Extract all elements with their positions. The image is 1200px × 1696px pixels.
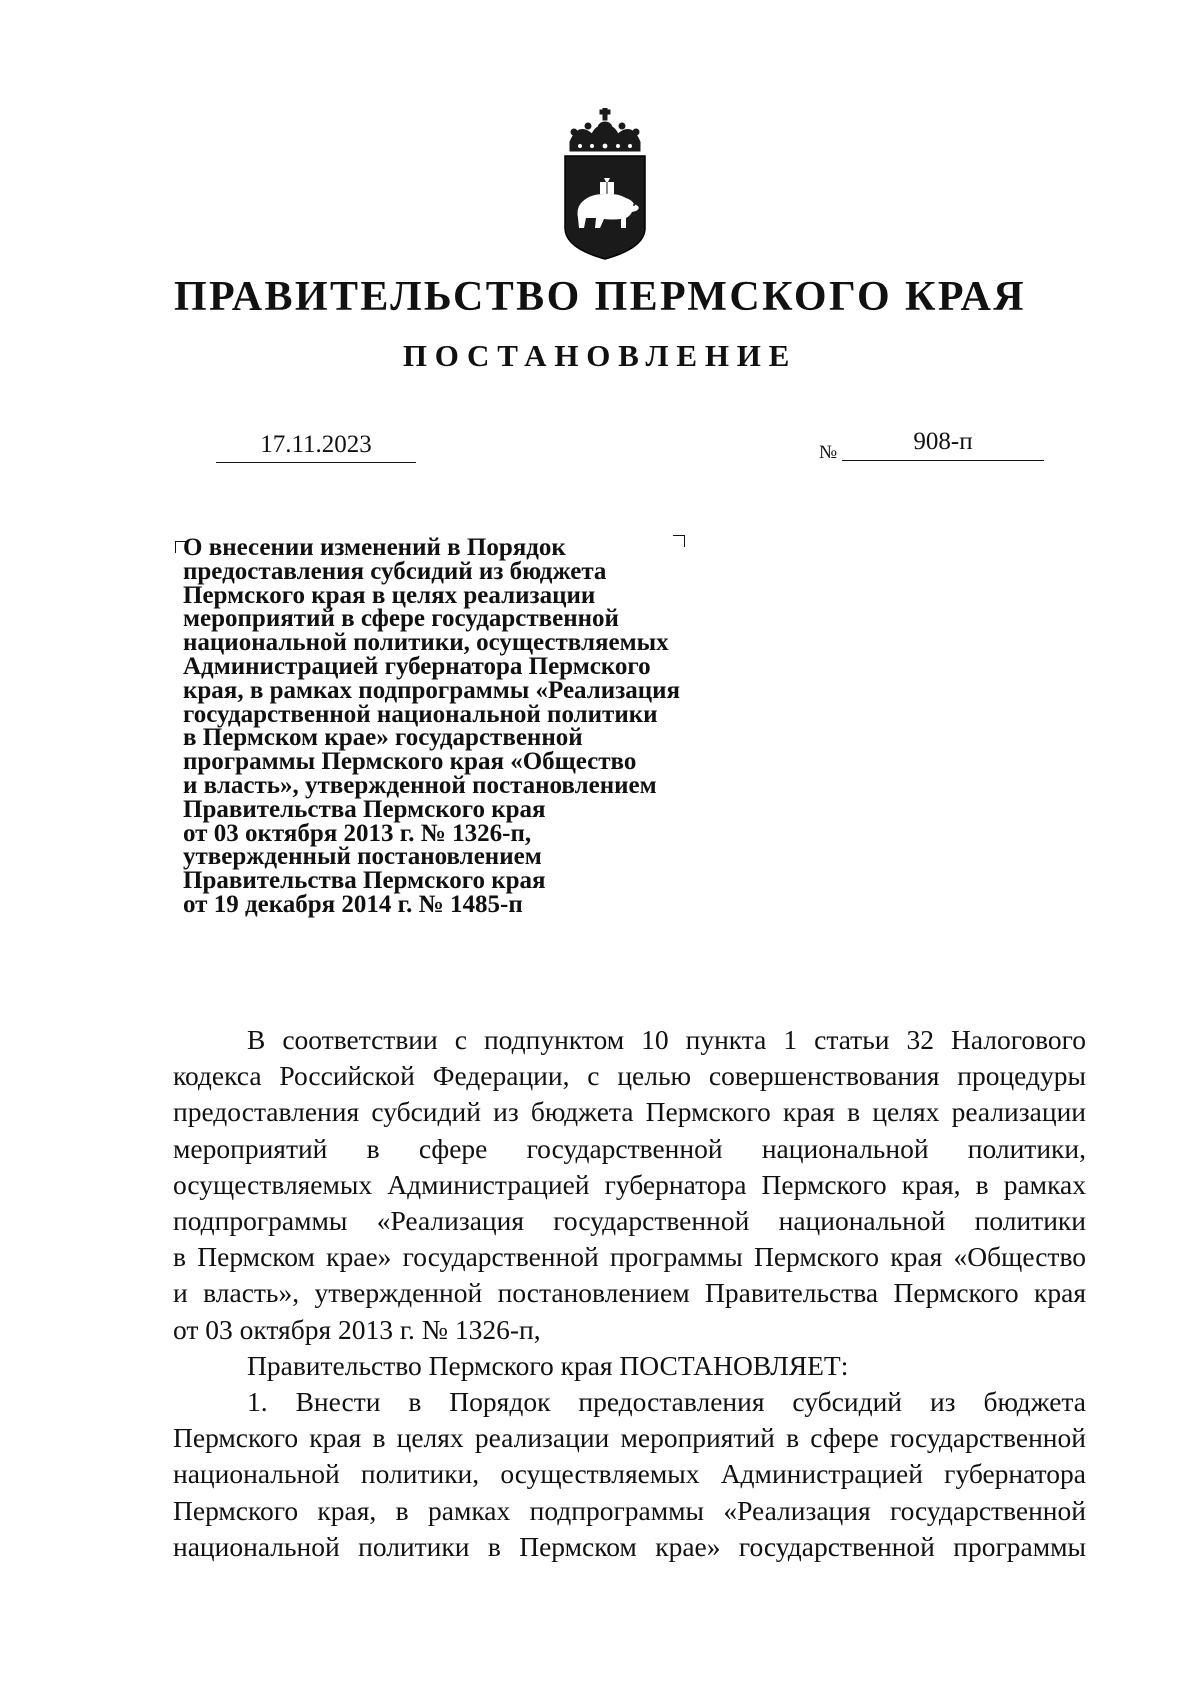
- subject-line: мероприятий в сфере государственной: [183, 605, 619, 633]
- subject-line: от 03 октября 2013 г. № 1326-п,: [183, 819, 532, 847]
- body-line: В соответствии с подпунктом 10 пункта 1 статьи 32 Налогового: [247, 1024, 1086, 1055]
- subject-line: края, в рамках подпрограммы «Реализация: [183, 676, 681, 704]
- body-line: национальной политики, осуществляемых Администрацией губернатора: [173, 1458, 1086, 1490]
- subject-line: Правительства Пермского края: [183, 795, 546, 823]
- subject-line: предоставления субсидий из бюджета: [183, 557, 607, 585]
- body-line: Пермского края, в рамках подпрограммы «Реализация государственной: [173, 1494, 1086, 1526]
- body-line: в Пермском крае» государственной программы Пермского края «Общество: [173, 1241, 1086, 1273]
- subject-line: утвержденный постановлением: [183, 843, 542, 871]
- body-line: Пермского края в целях реализации мероприятий в сфере государственной: [173, 1422, 1086, 1454]
- subject-line: государственной национальной политики: [183, 700, 658, 728]
- body-line: мероприятий в сфере государственной национальной политики,: [173, 1132, 1086, 1164]
- body-line: подпрограммы «Реализация государственной национальной политики: [173, 1205, 1086, 1237]
- subject-line: Пермского края в целях реализации: [183, 581, 596, 609]
- subject-line: программы Пермского края «Общество: [183, 748, 637, 776]
- preamble-paragraph: [173, 1022, 1086, 1348]
- government-title: ПРАВИТЕЛЬСТВО ПЕРМСКОГО КРАЯ: [173, 274, 1026, 320]
- body-line: национальной политики в Пермском крае» государственной программы: [173, 1530, 1086, 1562]
- document-subject: [183, 536, 743, 917]
- body-line: предоставления субсидий из бюджета Пермского края в целях реализации: [173, 1096, 1086, 1128]
- subject-line: О внесении изменений в Порядок: [183, 534, 566, 561]
- body-line: и власть», утвержденной постановлением Правительства Пермского края: [173, 1277, 1086, 1309]
- document-number: 908-п: [842, 424, 1044, 461]
- subject-line: Администрацией губернатора Пермского: [183, 652, 651, 680]
- subject-line: и власть», утвержденной постановлением: [183, 771, 657, 799]
- number-label: №: [819, 442, 838, 463]
- subject-line: в Пермском крае» государственной: [183, 724, 583, 752]
- coat-of-arms-icon: [560, 108, 650, 260]
- item-1-paragraph: [173, 1384, 1086, 1565]
- subject-line: Правительства Пермского края: [183, 867, 546, 895]
- subject-line: от 19 декабря 2014 г. № 1485-п: [183, 890, 523, 918]
- document-body: [173, 1022, 1086, 1565]
- body-line: осуществляемых Администрацией губернатора Пермского края, в рамках: [173, 1168, 1086, 1200]
- body-line: кодекса Российской Федерации, с целью совершенствования процедуры: [173, 1060, 1086, 1092]
- document-type: ПОСТАНОВЛЕНИЕ: [402, 338, 798, 373]
- subject-line: национальной политики, осуществляемых: [183, 629, 669, 657]
- body-line: от 03 октября 2013 г. № 1326-п,: [173, 1313, 541, 1345]
- body-line: 1. Внести в Порядок предоставления субсидий из бюджета: [247, 1386, 1086, 1418]
- document-date: 17.11.2023: [216, 428, 416, 463]
- resolves-line: Правительство Пермского края ПОСТАНОВЛЯЕТ:: [247, 1349, 849, 1381]
